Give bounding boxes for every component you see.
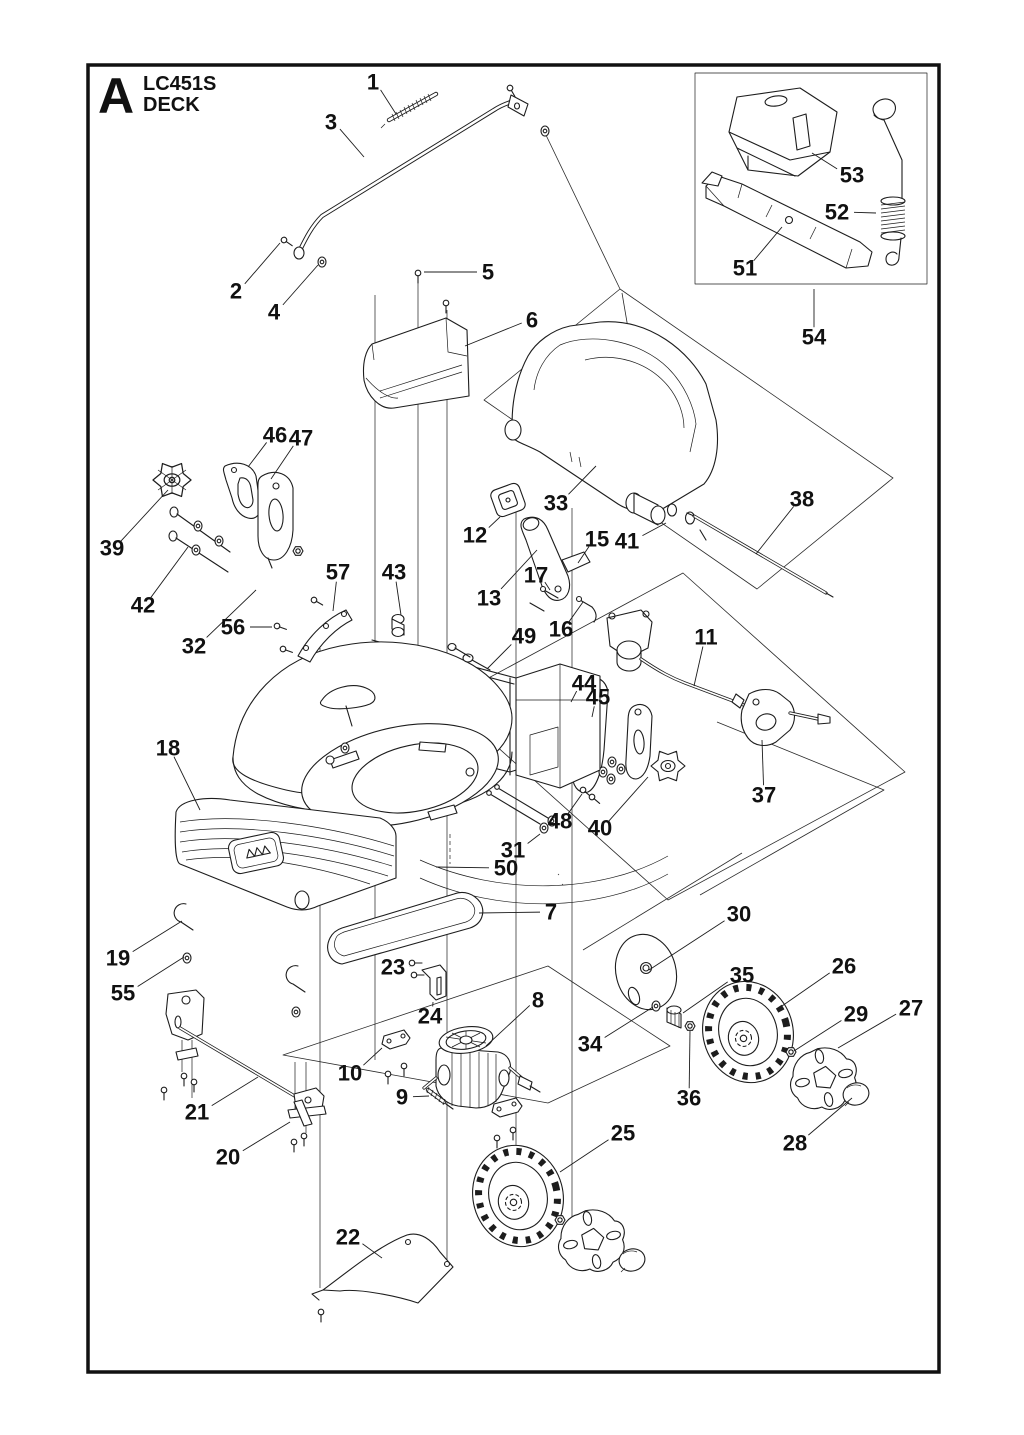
leader-line-57 [333, 582, 336, 611]
leader-line-10 [363, 1048, 382, 1065]
bracket-37 [732, 690, 830, 746]
part-label-54: 54 [801, 324, 827, 350]
leader-line-8 [486, 1005, 530, 1046]
front-wheel-cover [552, 1204, 631, 1279]
leader-line-42 [151, 547, 188, 597]
leader-line-1 [381, 90, 396, 114]
part-label-8: 8 [531, 987, 545, 1013]
left-adjuster-group [153, 463, 303, 572]
part-label-26: 26 [831, 953, 857, 979]
plate-47 [258, 472, 293, 560]
leader-line-38 [756, 506, 794, 554]
leader-line-9 [413, 1096, 429, 1097]
leader-line-6 [465, 323, 522, 346]
part-label-13: 13 [476, 585, 502, 611]
part-label-56: 56 [220, 614, 246, 640]
part-label-46: 46 [262, 422, 288, 448]
part-label-39: 39 [99, 535, 125, 561]
phantom-boxes [283, 133, 905, 1103]
pins-31 [487, 785, 556, 833]
part-label-37: 37 [751, 782, 777, 808]
leader-line-4 [283, 265, 318, 305]
wheel-26 [691, 971, 804, 1093]
leader-line-52 [854, 212, 876, 213]
part-label-48: 48 [547, 808, 573, 834]
guard-plate-22 [312, 1234, 453, 1322]
part-label-20: 20 [215, 1144, 241, 1170]
model-name: LC451S [143, 73, 217, 95]
wheel-nut [555, 1216, 565, 1225]
pinion-35 [667, 1006, 681, 1028]
deflector-assembly [363, 270, 469, 408]
plate-46 [223, 463, 260, 518]
part-label-6: 6 [525, 307, 539, 333]
leader-line-51 [754, 227, 782, 261]
part-label-22: 22 [335, 1224, 361, 1250]
emblem-plate-12 [489, 482, 527, 519]
part-label-19: 19 [105, 945, 131, 971]
part-label-40: 40 [587, 815, 613, 841]
leader-line-19 [133, 921, 182, 952]
nut-36 [685, 1022, 695, 1031]
part-label-5: 5 [481, 259, 495, 285]
leader-line-26 [782, 973, 830, 1006]
part-label-1: 1 [366, 69, 380, 95]
washer-34 [652, 1001, 660, 1011]
part-label-25: 25 [610, 1120, 636, 1146]
nut-4a [318, 257, 326, 267]
leader-line-43 [396, 582, 401, 615]
part-label-31: 31 [500, 837, 526, 863]
nut-55a [183, 953, 191, 963]
part-label-21: 21 [184, 1099, 210, 1125]
part-label-12: 12 [462, 522, 488, 548]
link-15 [562, 552, 590, 572]
part-label-41: 41 [614, 528, 640, 554]
part-label-27: 27 [898, 995, 924, 1021]
mulch-plug-53 [729, 88, 837, 176]
leader-line-49 [487, 644, 511, 669]
spring-52 [873, 99, 905, 265]
belt-7 [328, 892, 483, 964]
part-label-55: 55 [110, 980, 136, 1006]
leader-line-2 [245, 243, 280, 284]
part-label-7: 7 [544, 899, 558, 925]
cable-bracket [409, 960, 446, 1000]
part-label-52: 52 [824, 199, 850, 225]
part-label-32: 32 [181, 633, 207, 659]
handle-rod-assembly [280, 84, 549, 267]
part-label-44: 44 [571, 670, 597, 696]
drive-disc-group [608, 928, 695, 1030]
leader-line-11 [694, 646, 703, 686]
leader-line-55 [138, 957, 184, 987]
part-label-34: 34 [577, 1031, 603, 1057]
nut-55b [292, 1007, 300, 1017]
part-label-45: 45 [585, 684, 611, 710]
part-label-3: 3 [324, 109, 338, 135]
spring-1 [381, 94, 436, 128]
screw-2 [280, 236, 294, 248]
deck-18 [175, 596, 668, 910]
part-label-9: 9 [395, 1084, 409, 1110]
part-label-2: 2 [229, 278, 243, 304]
part-label-15: 15 [584, 526, 610, 552]
part-label-42: 42 [130, 592, 156, 618]
leader-line-36 [689, 1031, 690, 1088]
part-label-24: 24 [417, 1003, 443, 1029]
pin-16 [577, 597, 597, 623]
leader-line-39 [121, 490, 168, 541]
part-label-43: 43 [381, 559, 407, 585]
part-label-4: 4 [267, 299, 281, 325]
part-label-29: 29 [843, 1001, 869, 1027]
part-label-38: 38 [789, 486, 815, 512]
inset-box-blade-kit [695, 73, 927, 284]
pin-43 [392, 615, 404, 637]
section-letter: A [98, 68, 135, 124]
leader-line-40 [609, 777, 648, 821]
part-label-51: 51 [732, 255, 758, 281]
leader-line-25 [560, 1140, 609, 1172]
leader-line-50 [436, 867, 489, 868]
part-label-57: 57 [325, 559, 351, 585]
wheel-25 [461, 1135, 574, 1257]
part-label-28: 28 [782, 1130, 808, 1156]
part-label-18: 18 [155, 735, 181, 761]
part-label-33: 33 [543, 490, 569, 516]
part-label-47: 47 [288, 425, 314, 451]
leader-line-12 [489, 517, 500, 528]
title-block [98, 68, 216, 124]
leader-line-21 [212, 1077, 258, 1106]
leader-line-20 [243, 1122, 290, 1151]
nut-4b [541, 126, 549, 136]
leader-line-31 [528, 834, 540, 844]
part-label-53: 53 [839, 162, 865, 188]
front-wheel-group [461, 1135, 647, 1279]
rod-38 [687, 513, 833, 597]
nut-29 [786, 1048, 796, 1057]
rod-eyelet [294, 247, 304, 259]
leader-line-41 [642, 523, 666, 536]
part-label-30: 30 [726, 901, 752, 927]
leader-line-3 [340, 129, 364, 157]
leader-line-29 [794, 1021, 841, 1051]
screw-5b [443, 300, 449, 313]
screw-56b [279, 645, 293, 655]
leader-line-34 [605, 1007, 653, 1038]
screw-5a [415, 270, 421, 283]
part-label-16: 16 [548, 616, 574, 642]
part-label-35: 35 [729, 962, 755, 988]
part-label-23: 23 [380, 954, 406, 980]
star-knob-40 [651, 751, 685, 780]
front-axle-group [161, 990, 326, 1152]
sheet-name: DECK [143, 94, 200, 116]
screw-56a [273, 622, 287, 632]
part-label-36: 36 [676, 1085, 702, 1111]
part-label-17: 17 [523, 562, 549, 588]
part-label-50: 50 [493, 855, 519, 881]
part-label-10: 10 [337, 1060, 363, 1086]
part-label-49: 49 [511, 623, 537, 649]
leader-line-37 [762, 740, 764, 785]
leader-line-7 [479, 912, 540, 913]
part-label-11: 11 [694, 624, 718, 650]
